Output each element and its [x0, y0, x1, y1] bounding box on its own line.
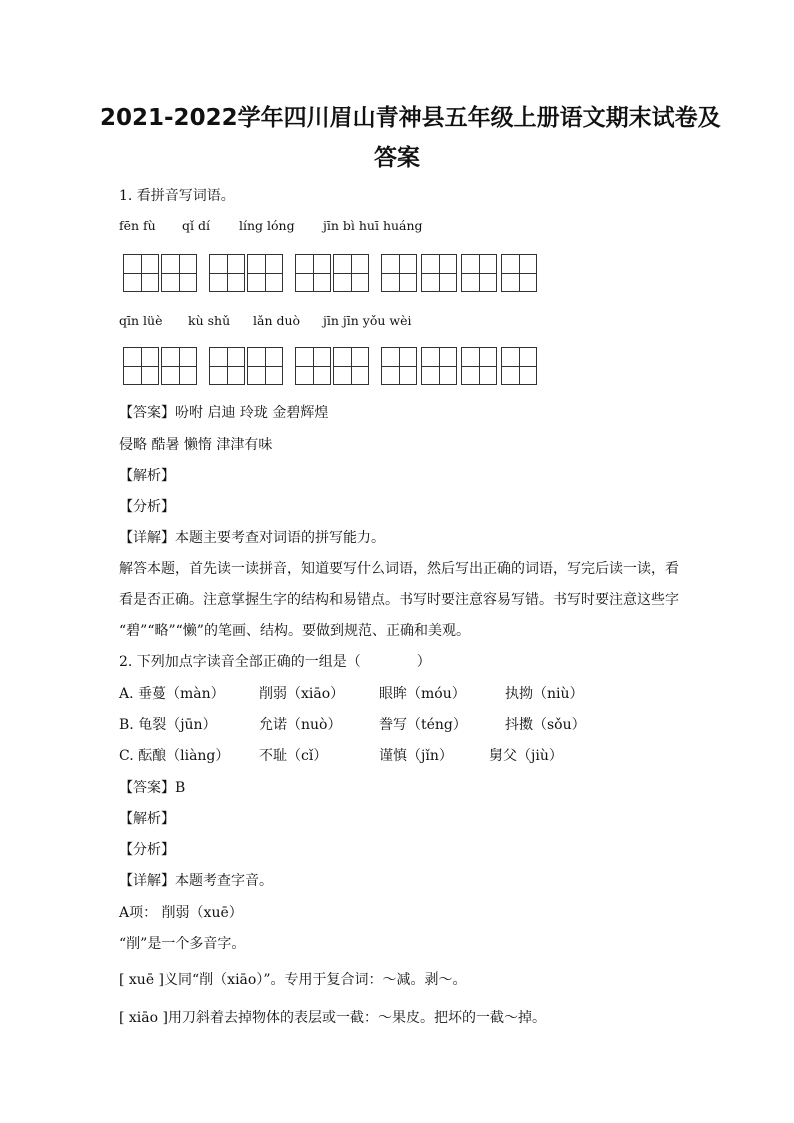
q2-option-b[interactable]: [119, 715, 619, 735]
q2-detail: 【详解】本题考查字音。: [119, 873, 273, 889]
explanation-line: “碧”“略”“懒”的笔画、结构。要做到规范、正确和美观。: [119, 623, 470, 639]
writing-box[interactable]: [333, 347, 369, 385]
option-item: 抖擞（sǒu）: [505, 717, 586, 733]
option-item: 眼眸（móu）: [379, 686, 466, 702]
answer-text: 吩咐 启迪 玲珑 金碧辉煌: [175, 405, 329, 421]
pinyin: líng lóng: [239, 218, 295, 233]
q2-answer: 【答案】B: [119, 780, 186, 796]
answer-label: 【答案】: [119, 405, 175, 421]
q1-analysis-label: 【解析】: [119, 468, 175, 484]
pinyin: qǐ dí: [182, 218, 210, 233]
option-item: 誊写（téng）: [379, 717, 467, 733]
q2-note: “削”是一个多音字。: [119, 936, 246, 952]
q2-item-a: A项： 削弱（xuē）: [119, 905, 243, 921]
q1-pinyin-row2: [119, 311, 559, 331]
q2-note: [ xuē ]义同“削（xiāo）”。专用于复合词：～减。剥～。: [119, 972, 467, 988]
pinyin: jīn jīn yǒu wèi: [323, 313, 412, 328]
writing-box[interactable]: [161, 347, 197, 385]
writing-box[interactable]: [461, 347, 497, 385]
q2-stem: 2. 下列加点字读音全部正确的一组是（ ）: [119, 654, 431, 670]
writing-box[interactable]: [161, 254, 197, 292]
option-item: B. 龟裂（jūn）: [119, 717, 217, 733]
writing-box[interactable]: [381, 347, 417, 385]
option-item: 执拗（niù）: [505, 686, 584, 702]
pinyin: fēn fù: [119, 218, 156, 233]
q2-analysis-label: 【解析】: [119, 811, 175, 827]
q2-option-a[interactable]: [119, 684, 619, 704]
q1-detail: 【详解】本题主要考查对词语的拼写能力。: [119, 530, 385, 546]
writing-box[interactable]: [501, 347, 537, 385]
option-item: 不耻（cǐ）: [259, 748, 328, 764]
writing-box[interactable]: [209, 254, 245, 292]
document-title-line2: 答案: [374, 145, 420, 171]
writing-box[interactable]: [501, 254, 537, 292]
q1-fenxi-label: 【分析】: [119, 499, 175, 515]
writing-box[interactable]: [295, 347, 331, 385]
option-item: A. 垂蔓（màn）: [119, 686, 225, 702]
option-item: 舅父（jiù）: [489, 748, 563, 764]
q1-answer-line2: 侵略 酷暑 懒惰 津津有味: [119, 437, 273, 453]
explanation-line: 解答本题，首先读一读拼音，知道要写什么词语，然后写出正确的词语，写完后读一读，看: [119, 561, 679, 577]
writing-box[interactable]: [421, 254, 457, 292]
pinyin: kù shǔ: [188, 313, 231, 328]
pinyin: lǎn duò: [253, 313, 301, 328]
writing-box[interactable]: [247, 254, 283, 292]
writing-box[interactable]: [333, 254, 369, 292]
option-item: 谨慎（jǐn）: [379, 748, 453, 764]
q1-stem: 1. 看拼音写词语。: [119, 188, 235, 204]
q1-writing-grid-row1: [123, 254, 543, 294]
q1-writing-grid-row2: [123, 347, 543, 387]
writing-box[interactable]: [421, 347, 457, 385]
q2-option-c[interactable]: [119, 746, 619, 766]
writing-box[interactable]: [295, 254, 331, 292]
option-item: C. 酝酿（liàng）: [119, 748, 230, 764]
q1-pinyin-row1: [119, 216, 559, 236]
writing-box[interactable]: [381, 254, 417, 292]
option-item: 削弱（xiāo）: [259, 686, 345, 702]
option-item: 允诺（nuò）: [259, 717, 342, 733]
document-title-line1: 2021-2022学年四川眉山青神县五年级上册语文期末试卷及: [100, 105, 721, 131]
writing-box[interactable]: [123, 254, 159, 292]
q1-answer: [119, 403, 328, 423]
writing-box[interactable]: [461, 254, 497, 292]
writing-box[interactable]: [123, 347, 159, 385]
pinyin: qīn lüè: [119, 313, 163, 328]
writing-box[interactable]: [247, 347, 283, 385]
pinyin: jīn bì huī huáng: [323, 218, 423, 233]
q2-note: [ xiāo ]用刀斜着去掉物体的表层或一截：～果皮。把坏的一截～掉。: [119, 1010, 546, 1026]
writing-box[interactable]: [209, 347, 245, 385]
q2-fenxi-label: 【分析】: [119, 842, 175, 858]
explanation-line: 看是否正确。注意掌握生字的结构和易错点。书写时要注意容易写错。书写时要注意这些字: [119, 592, 679, 608]
q1-explanation: [119, 554, 679, 647]
